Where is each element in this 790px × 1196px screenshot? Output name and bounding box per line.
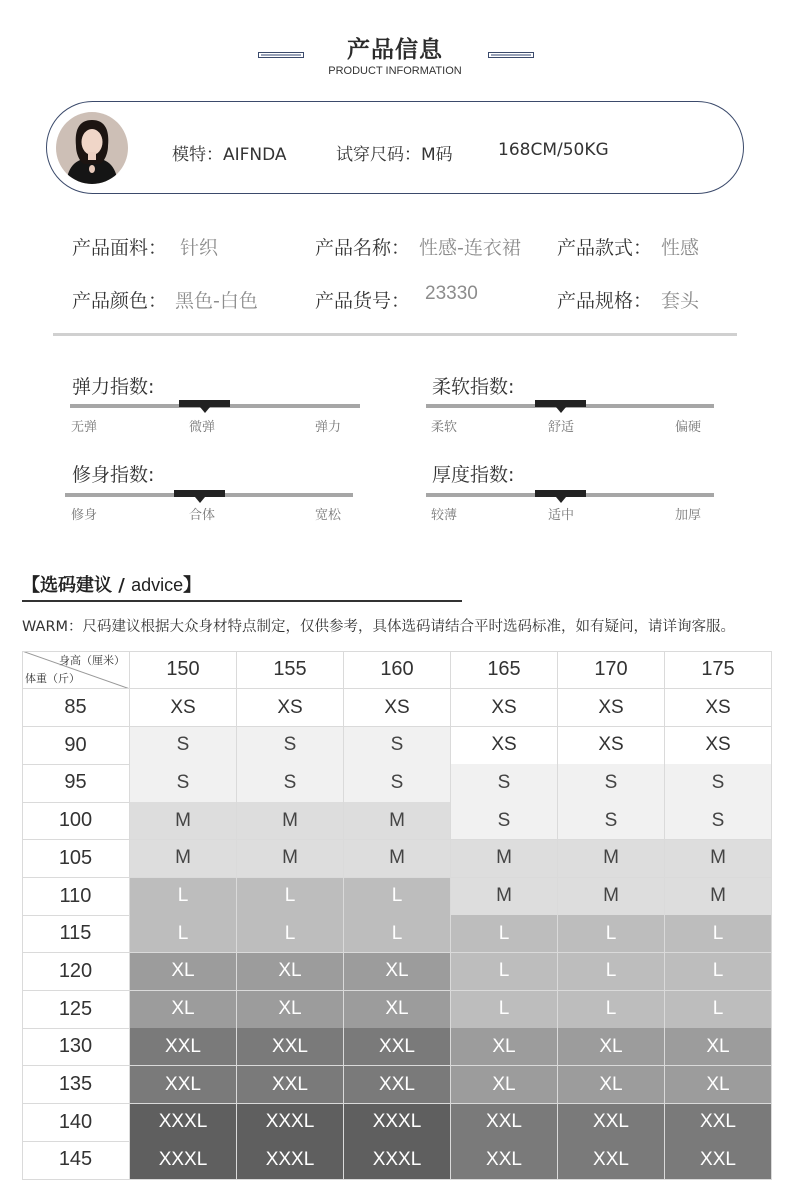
model-measurements: 168CM/50KG bbox=[498, 140, 609, 160]
advice-title bbox=[22, 571, 201, 597]
size-cell: XXXL bbox=[344, 1141, 451, 1179]
weight-header: 110 bbox=[22, 878, 130, 916]
weight-header: 100 bbox=[22, 802, 130, 840]
thickness-title: 厚度指数: bbox=[432, 464, 515, 486]
advice-warm-note: WARM：尺码建议根据大众身材特点制定，仅供参考，具体选码请结合平时选码标准，如有疑问，请详询客服。 bbox=[22, 619, 736, 635]
softness-title: 柔软指数: bbox=[432, 376, 515, 398]
thickness-label-high: 加厚 bbox=[674, 508, 702, 523]
size-cell: XXL bbox=[558, 1104, 665, 1142]
name-label: 产品名称： bbox=[315, 237, 411, 259]
thickness-label-low: 较薄 bbox=[430, 508, 458, 523]
size-cell: XS bbox=[665, 727, 772, 765]
size-cell: M bbox=[665, 878, 772, 916]
size-cell: L bbox=[558, 915, 665, 953]
item-no-label: 产品货号： bbox=[315, 290, 411, 312]
weight-header: 130 bbox=[22, 1028, 130, 1066]
size-cell: M bbox=[237, 802, 344, 840]
size-cell: S bbox=[558, 802, 665, 840]
fit-label-mid: 合体 bbox=[188, 508, 216, 523]
height-header: 150 bbox=[130, 651, 237, 689]
size-cell: S bbox=[451, 764, 558, 802]
page-title: 产品信息 bbox=[347, 37, 443, 63]
size-table-corner bbox=[22, 651, 130, 689]
size-cell: XS bbox=[558, 689, 665, 727]
size-cell: XS bbox=[558, 727, 665, 765]
size-cell: XXXL bbox=[344, 1104, 451, 1142]
size-cell: L bbox=[558, 991, 665, 1029]
height-header: 160 bbox=[344, 651, 451, 689]
color-value: 黑色-白色 bbox=[175, 290, 258, 312]
fabric-label: 产品面料： bbox=[72, 237, 168, 259]
size-cell: L bbox=[665, 915, 772, 953]
size-cell: XL bbox=[237, 991, 344, 1029]
size-cell: L bbox=[237, 915, 344, 953]
softness-label-high: 偏硬 bbox=[674, 420, 702, 435]
weight-header: 90 bbox=[22, 727, 130, 765]
corner-weight-label: 体重（斤） bbox=[25, 672, 80, 685]
style-value: 性感 bbox=[661, 237, 700, 259]
size-cell: L bbox=[344, 878, 451, 916]
height-header: 165 bbox=[451, 651, 558, 689]
size-cell: M bbox=[344, 840, 451, 878]
size-cell: XXL bbox=[344, 1028, 451, 1066]
spec-label: 产品规格： bbox=[557, 290, 653, 312]
fabric-value: 针织 bbox=[180, 237, 219, 259]
elasticity-label-low: 无弹 bbox=[70, 420, 98, 435]
thickness-marker bbox=[535, 490, 586, 497]
elasticity-title: 弹力指数: bbox=[72, 376, 155, 398]
size-cell: XXXL bbox=[130, 1141, 237, 1179]
size-cell: XXL bbox=[665, 1141, 772, 1179]
size-cell: XS bbox=[451, 689, 558, 727]
size-cell: XXL bbox=[665, 1104, 772, 1142]
weight-header: 95 bbox=[22, 764, 130, 802]
style-label: 产品款式： bbox=[557, 237, 653, 259]
size-cell: XXL bbox=[237, 1066, 344, 1104]
size-cell: S bbox=[130, 727, 237, 765]
size-cell: M bbox=[237, 840, 344, 878]
model-name: 模特：AIFNDA bbox=[172, 145, 287, 165]
weight-header: 85 bbox=[22, 689, 130, 727]
size-cell: XS bbox=[451, 727, 558, 765]
size-cell: S bbox=[237, 727, 344, 765]
size-cell: M bbox=[130, 840, 237, 878]
size-cell: S bbox=[665, 764, 772, 802]
weight-header: 145 bbox=[22, 1141, 130, 1179]
color-label: 产品颜色： bbox=[72, 290, 168, 312]
size-cell: XL bbox=[344, 953, 451, 991]
model-avatar bbox=[56, 112, 128, 184]
size-cell: XXL bbox=[344, 1066, 451, 1104]
weight-header: 135 bbox=[22, 1066, 130, 1104]
size-cell: L bbox=[558, 953, 665, 991]
size-cell: M bbox=[451, 878, 558, 916]
header-decoration-right bbox=[488, 52, 534, 58]
size-cell: XXL bbox=[451, 1104, 558, 1142]
size-cell: XS bbox=[237, 689, 344, 727]
size-cell: S bbox=[665, 802, 772, 840]
size-cell: S bbox=[451, 802, 558, 840]
thickness-label-mid: 适中 bbox=[547, 508, 575, 523]
size-cell: XXL bbox=[237, 1028, 344, 1066]
size-cell: XL bbox=[344, 991, 451, 1029]
size-cell: S bbox=[344, 727, 451, 765]
size-cell: M bbox=[344, 802, 451, 840]
fit-label-high: 宽松 bbox=[314, 508, 342, 523]
item-no-value: 23330 bbox=[425, 283, 478, 304]
size-cell: XL bbox=[665, 1066, 772, 1104]
size-cell: S bbox=[558, 764, 665, 802]
advice-underline bbox=[22, 600, 462, 602]
size-cell: L bbox=[451, 991, 558, 1029]
fit-title: 修身指数: bbox=[72, 464, 155, 486]
advice-title-cn: 【选码建议 / bbox=[22, 575, 132, 596]
page-subtitle: PRODUCT INFORMATION bbox=[328, 65, 462, 77]
elasticity-label-high: 弹力 bbox=[314, 420, 342, 435]
size-cell: S bbox=[237, 764, 344, 802]
size-cell: XXXL bbox=[237, 1104, 344, 1142]
weight-header: 120 bbox=[22, 953, 130, 991]
size-cell: L bbox=[665, 991, 772, 1029]
name-value: 性感-连衣裙 bbox=[419, 237, 521, 259]
fit-marker bbox=[174, 490, 225, 497]
elasticity-label-mid: 微弹 bbox=[188, 420, 216, 435]
size-cell: L bbox=[130, 878, 237, 916]
elasticity-marker bbox=[179, 400, 230, 407]
weight-header: 140 bbox=[22, 1104, 130, 1142]
size-cell: XL bbox=[451, 1066, 558, 1104]
size-cell: M bbox=[130, 802, 237, 840]
height-header: 155 bbox=[237, 651, 344, 689]
fit-label-low: 修身 bbox=[70, 508, 98, 523]
size-cell: XXXL bbox=[130, 1104, 237, 1142]
size-cell: M bbox=[558, 878, 665, 916]
size-cell: XXL bbox=[130, 1066, 237, 1104]
size-cell: XXL bbox=[130, 1028, 237, 1066]
height-header: 175 bbox=[665, 651, 772, 689]
size-cell: M bbox=[451, 840, 558, 878]
size-cell: XS bbox=[665, 689, 772, 727]
weight-header: 115 bbox=[22, 915, 130, 953]
size-cell: XL bbox=[130, 991, 237, 1029]
advice-title-end: 】 bbox=[183, 575, 202, 596]
size-cell: XL bbox=[451, 1028, 558, 1066]
softness-marker bbox=[535, 400, 586, 407]
section-divider bbox=[53, 333, 737, 336]
size-cell: S bbox=[344, 764, 451, 802]
size-cell: L bbox=[344, 915, 451, 953]
size-cell: XL bbox=[665, 1028, 772, 1066]
model-trial-size: 试穿尺码：M码 bbox=[336, 145, 453, 165]
softness-label-mid: 舒适 bbox=[547, 420, 575, 435]
size-cell: XL bbox=[130, 953, 237, 991]
size-cell: M bbox=[558, 840, 665, 878]
size-cell: L bbox=[451, 915, 558, 953]
size-cell: L bbox=[130, 915, 237, 953]
model-portrait-icon bbox=[56, 112, 128, 184]
corner-height-label: 身高（厘米） bbox=[59, 654, 125, 667]
size-cell: S bbox=[130, 764, 237, 802]
size-cell: XS bbox=[344, 689, 451, 727]
size-cell: XXXL bbox=[237, 1141, 344, 1179]
size-cell: XS bbox=[130, 689, 237, 727]
advice-title-en: advice bbox=[131, 575, 184, 595]
size-cell: XL bbox=[558, 1028, 665, 1066]
size-cell: M bbox=[665, 840, 772, 878]
size-cell: XL bbox=[558, 1066, 665, 1104]
spec-value: 套头 bbox=[661, 290, 700, 312]
height-header: 170 bbox=[558, 651, 665, 689]
size-table bbox=[22, 651, 772, 1179]
weight-header: 125 bbox=[22, 991, 130, 1029]
size-cell: XL bbox=[237, 953, 344, 991]
weight-header: 105 bbox=[22, 840, 130, 878]
softness-label-low: 柔软 bbox=[430, 420, 458, 435]
size-cell: L bbox=[451, 953, 558, 991]
size-cell: XXL bbox=[558, 1141, 665, 1179]
size-cell: L bbox=[237, 878, 344, 916]
size-cell: XXL bbox=[451, 1141, 558, 1179]
size-cell: L bbox=[665, 953, 772, 991]
